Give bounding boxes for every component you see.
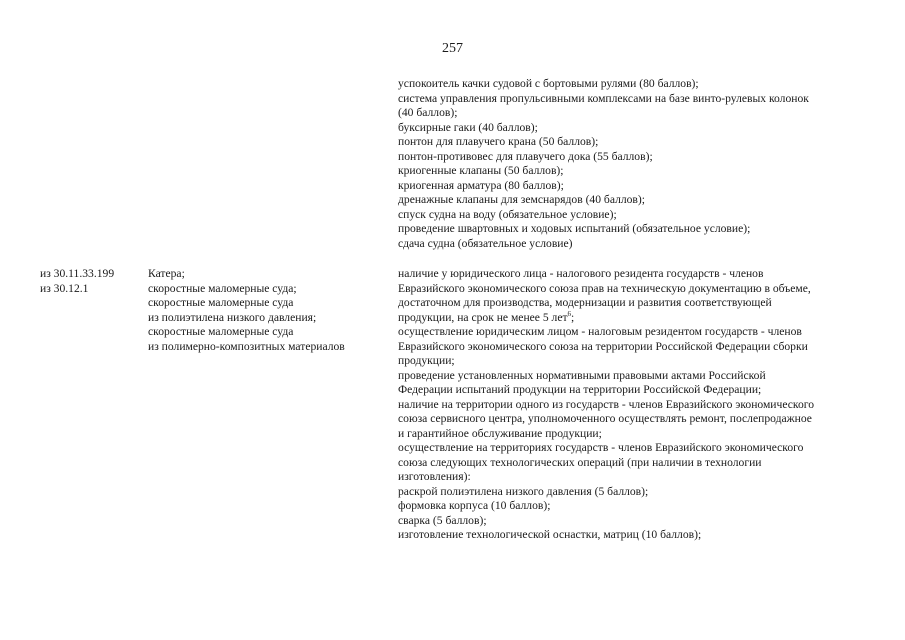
criteria-line: успокоитель качки судовой с бортовыми рулями (80 баллов); — [398, 77, 699, 90]
criteria-line: изготовление технологической оснастки, матриц (10 баллов); — [398, 528, 702, 541]
criteria-line: наличие на территории одного из государств - членов Евразийского экономического — [398, 397, 815, 411]
criteria-line: проведение швартовных и ходовых испытаний (обязательное условие); — [398, 222, 751, 235]
product-name-line: скоростные маломерные суда; — [148, 281, 297, 295]
criteria-line: (40 баллов); — [398, 106, 458, 119]
okpd-code: из 30.11.33.199 — [40, 267, 115, 280]
criteria-line: криогенные клапаны (50 баллов); — [398, 164, 564, 177]
criteria-line: сдача судна (обязательное условие) — [398, 236, 573, 250]
criteria-line: продукции; — [398, 354, 455, 367]
criteria-line: Евразийского экономического союза на территории Российской Федерации сборки — [398, 339, 808, 353]
criteria-line: изготовления): — [398, 470, 471, 483]
criteria-cell — [398, 267, 888, 543]
criteria-line: Евразийского экономического союза прав на техническую документацию в объеме, — [398, 281, 811, 295]
criteria-line: раскрой полиэтилена низкого давления (5 баллов); — [398, 484, 649, 498]
criteria-line-footnoted — [398, 311, 888, 326]
criteria-line: наличие у юридического лица - налогового резидента государств - членов — [398, 267, 764, 280]
criteria-line: Федерации испытаний продукции на территории Российской Федерации; — [398, 383, 762, 396]
product-name-line: скоростные маломерные суда — [148, 296, 294, 309]
criteria-line: осуществление юридическим лицом - налоговым резидентом государств - членов — [398, 325, 802, 338]
product-name-line: из полиэтилена низкого давления; — [148, 310, 317, 324]
criteria-line: спуск судна на воду (обязательное условие); — [398, 207, 617, 221]
criteria-line: проведение установленных нормативными правовыми актами Российской — [398, 368, 766, 382]
criteria-line: союза следующих технологических операций (при наличии в технологии — [398, 455, 762, 469]
product-name-line: из полимерно-композитных материалов — [148, 339, 345, 353]
criteria-line: формовка корпуса (10 баллов); — [398, 499, 551, 512]
criteria-line: достаточном для производства, модернизации и развития соответствующей — [398, 296, 772, 309]
product-name-cell — [148, 267, 388, 354]
product-name-line: скоростные маломерные суда — [148, 325, 294, 338]
product-name-line: Катера; — [148, 267, 185, 280]
criteria-line: буксирные гаки (40 баллов); — [398, 120, 538, 134]
criteria-line: понтон для плавучего крана (50 баллов); — [398, 135, 599, 148]
okpd-code: из 30.12.1 — [40, 281, 89, 295]
page-number: 257 — [442, 41, 463, 56]
criteria-line: криогенная арматура (80 баллов); — [398, 178, 564, 192]
criteria-line: система управления пропульсивными комплексами на базе винто-рулевых колонок — [398, 91, 809, 105]
criteria-line: дренажные клапаны для земснарядов (40 баллов); — [398, 193, 645, 206]
criteria-line: сварка (5 баллов); — [398, 513, 487, 527]
criteria-text: продукции, на срок не менее 5 лет — [398, 310, 568, 324]
footnote-marker: 6 — [567, 309, 572, 318]
criteria-line: и гарантийное обслуживание продукции; — [398, 426, 602, 440]
criteria-line: осуществление на территориях государств - членов Евразийского экономического — [398, 441, 804, 454]
okpd-codes-cell — [40, 267, 140, 296]
criteria-continuation — [398, 77, 878, 251]
criteria-punctuation: ; — [571, 310, 575, 324]
criteria-line: понтон-противовес для плавучего дока (55 баллов); — [398, 149, 653, 163]
criteria-line: союза сервисного центра, уполномоченного осуществлять ремонт, послепродажное — [398, 412, 812, 425]
